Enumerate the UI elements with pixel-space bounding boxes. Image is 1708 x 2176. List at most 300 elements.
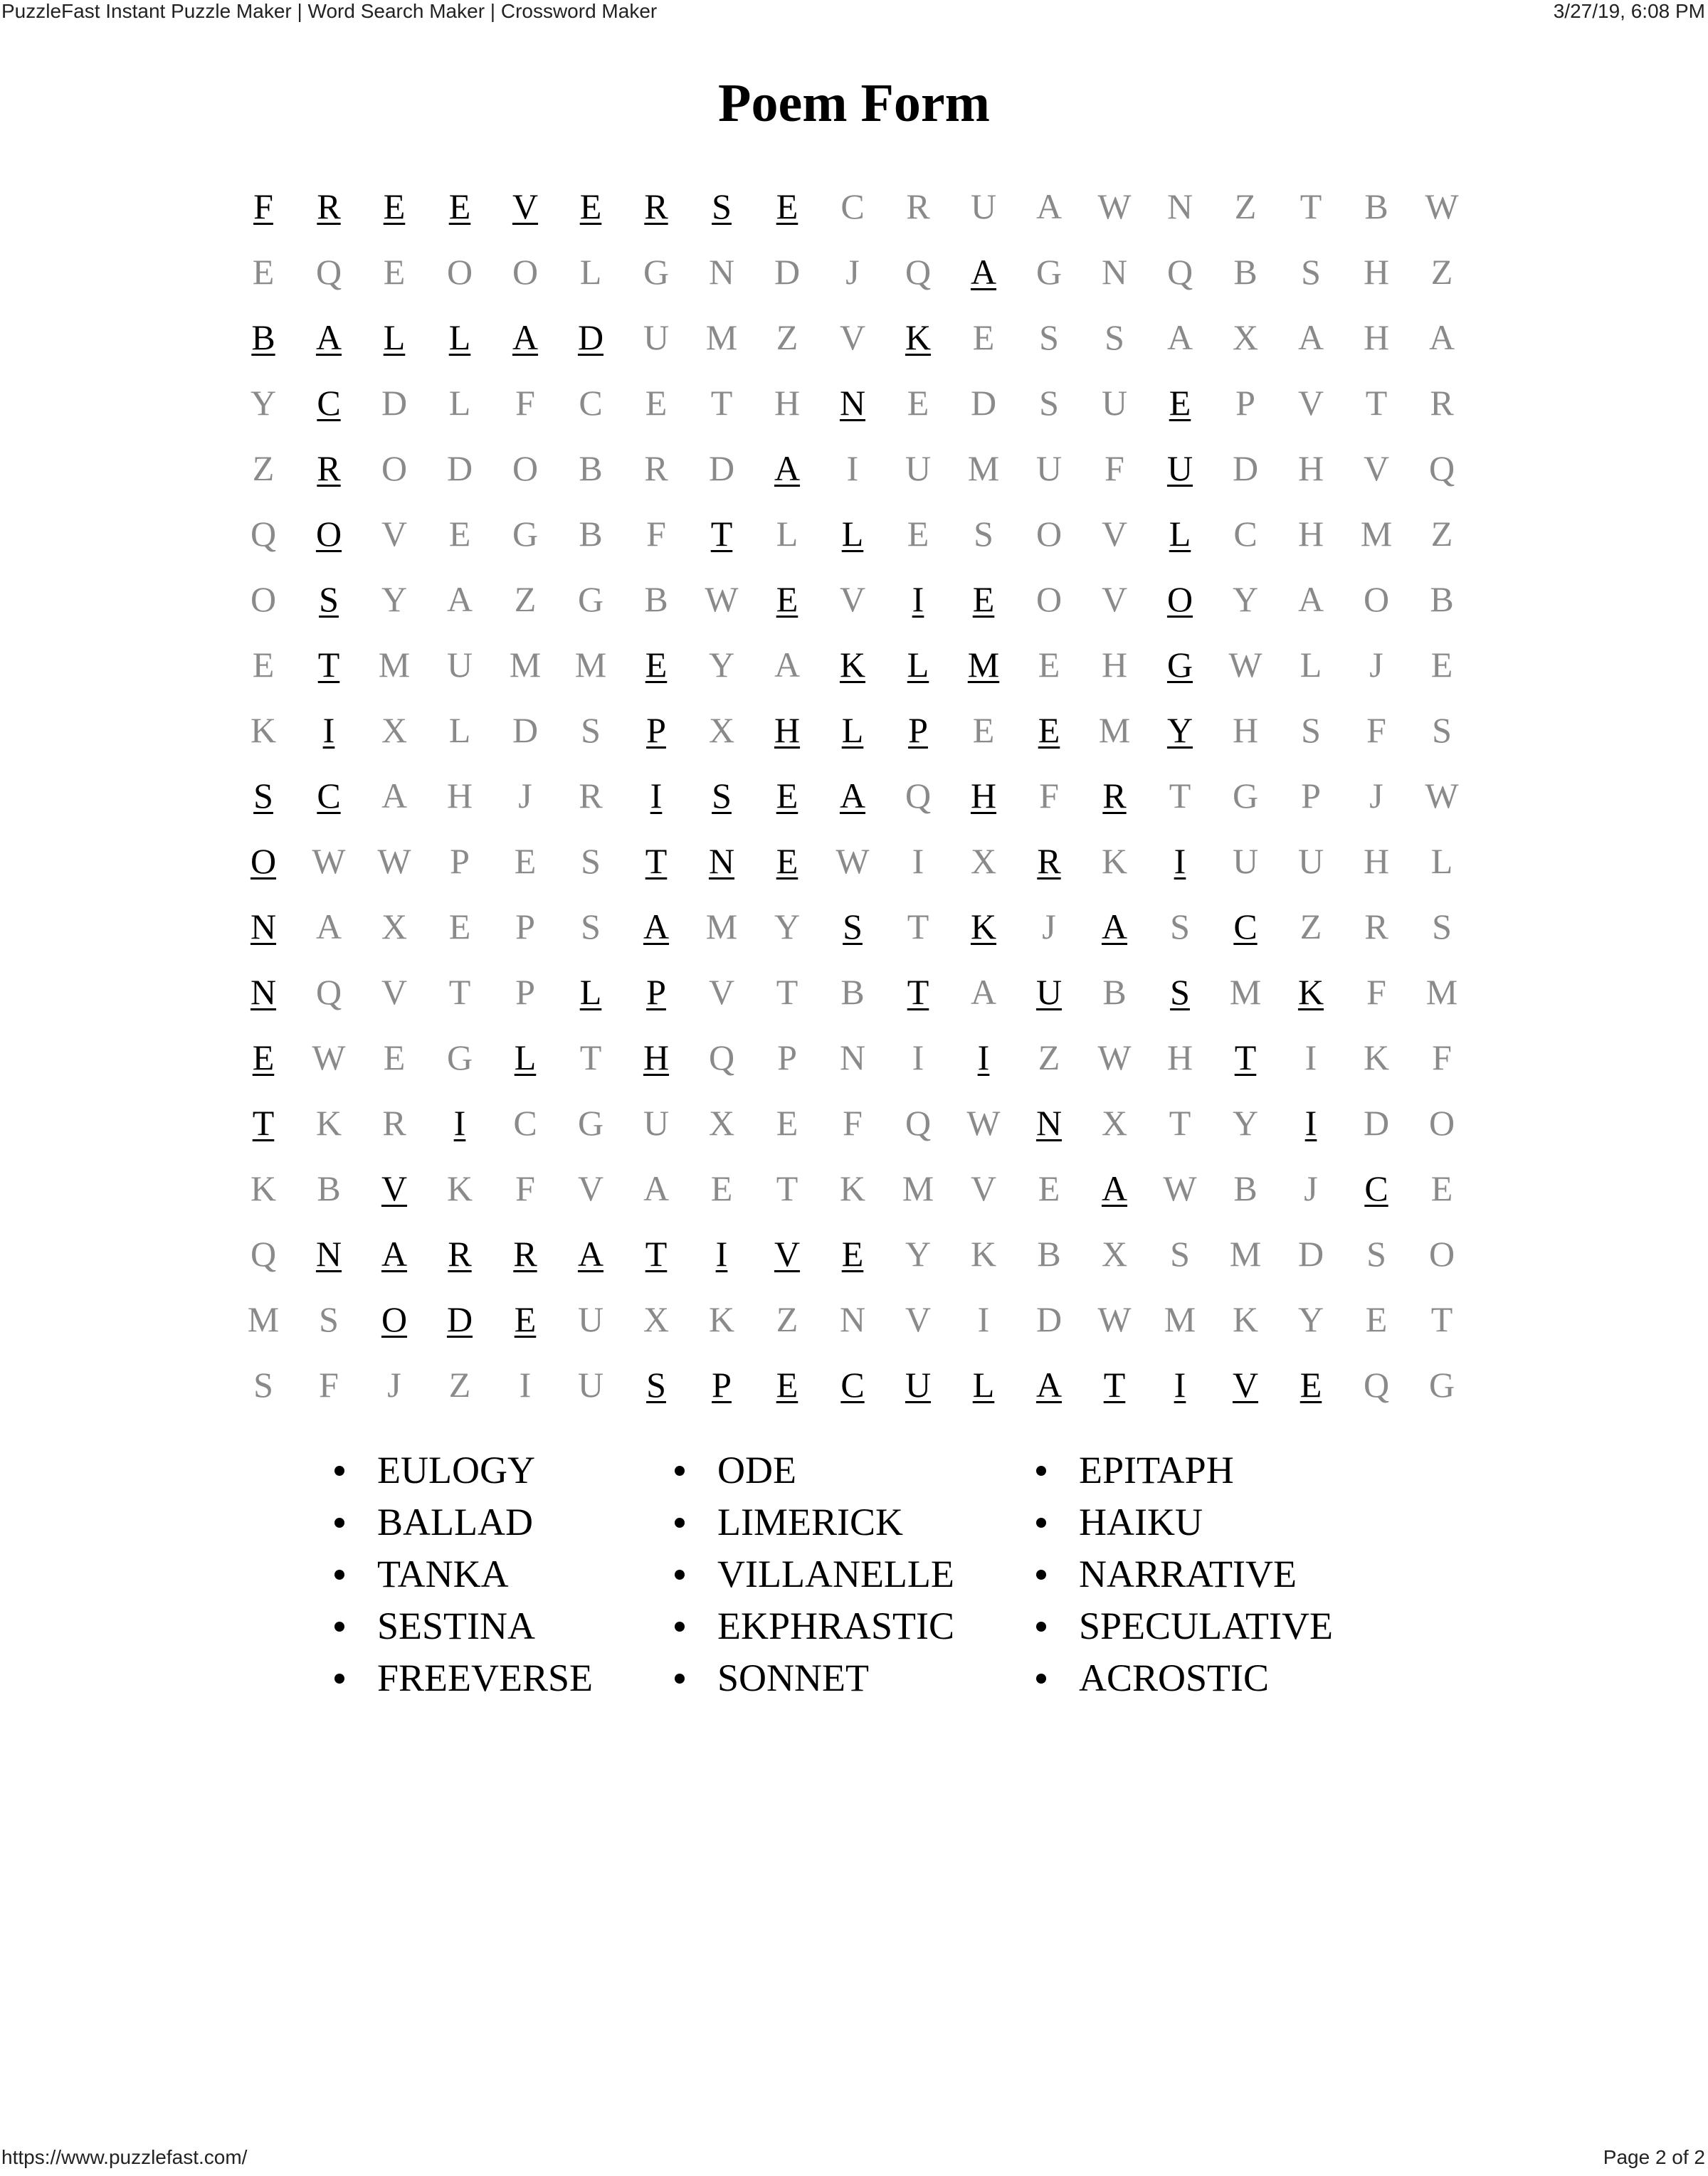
grid-letter: J xyxy=(518,776,532,815)
grid-letter: Y xyxy=(905,1234,932,1274)
grid-letter: I xyxy=(1304,1037,1317,1077)
grid-letter: O xyxy=(1035,579,1063,619)
grid-letter: P xyxy=(515,907,535,946)
grid-letter: E xyxy=(448,514,471,554)
grid-letter: F xyxy=(253,186,273,226)
grid-letter: S xyxy=(712,776,732,815)
grid-letter: U xyxy=(1166,448,1193,488)
grid-letter: R xyxy=(644,186,668,226)
grid-letter: E xyxy=(383,252,406,292)
grid-letter: O xyxy=(250,579,277,619)
grid-letter: B xyxy=(317,1168,341,1208)
grid-letter: K xyxy=(250,710,277,750)
grid-letter: N xyxy=(839,1299,866,1339)
word-list-item: NARRATIVE xyxy=(1033,1548,1333,1600)
grid-letter: G xyxy=(1232,776,1259,815)
grid-letter: Z xyxy=(252,448,275,488)
grid-letter: F xyxy=(646,514,666,554)
word-list-item: BALLAD xyxy=(332,1496,593,1548)
grid-letter: P xyxy=(515,972,535,1012)
grid-letter: S xyxy=(646,1365,666,1405)
grid-letter: N xyxy=(839,383,866,423)
grid-letter: X xyxy=(643,1299,670,1339)
grid-letter: D xyxy=(708,448,735,488)
browser-print-header-title: PuzzleFast Instant Puzzle Maker | Word Search Maker | Crossword Maker xyxy=(1,0,658,22)
grid-letter: R xyxy=(579,776,603,815)
grid-letter: A xyxy=(577,1234,604,1274)
grid-letter: R xyxy=(317,186,341,226)
grid-letter: A xyxy=(1297,579,1324,619)
grid-letter: V xyxy=(1363,448,1390,488)
grid-letter: S xyxy=(581,841,601,881)
grid-letter: K xyxy=(250,1168,277,1208)
grid-letter: D xyxy=(446,1299,473,1339)
word-list-item: VILLANELLE xyxy=(672,1548,954,1600)
grid-letter: I xyxy=(977,1037,990,1077)
grid-letter: H xyxy=(1232,710,1259,750)
grid-letter: P xyxy=(1301,776,1321,815)
grid-letter: W xyxy=(966,1103,1001,1143)
grid-letter: C xyxy=(1233,907,1258,946)
grid-letter: B xyxy=(1037,1234,1061,1274)
grid-letter: A xyxy=(1428,317,1455,357)
grid-letter: H xyxy=(1101,645,1128,685)
grid-letter: F xyxy=(319,1365,339,1405)
grid-letter: X xyxy=(1232,317,1259,357)
grid-letter: B xyxy=(1233,252,1258,292)
grid-letter: B xyxy=(251,317,275,357)
grid-letter: G xyxy=(1428,1365,1455,1405)
grid-letter: M xyxy=(902,1168,934,1208)
grid-letter: E xyxy=(252,1037,275,1077)
grid-letter: E xyxy=(1430,1168,1453,1208)
grid-letter: Z xyxy=(1430,514,1453,554)
grid-letter: M xyxy=(705,317,738,357)
grid-letter: E xyxy=(776,186,798,226)
grid-letter: W xyxy=(1228,645,1262,685)
grid-letter: K xyxy=(839,645,866,685)
grid-letter: T xyxy=(1169,776,1191,815)
grid-letter: D xyxy=(446,448,473,488)
grid-letter: U xyxy=(1035,972,1063,1012)
grid-letter: E xyxy=(776,1365,798,1405)
browser-print-footer-page-number: Page 2 of 2 xyxy=(1603,2146,1705,2168)
grid-letter: M xyxy=(1425,972,1458,1012)
grid-letter: S xyxy=(253,1365,273,1405)
grid-letter: I xyxy=(322,710,335,750)
grid-letter: S xyxy=(581,710,601,750)
grid-letter: S xyxy=(1432,907,1452,946)
grid-letter: F xyxy=(1039,776,1059,815)
grid-letter: M xyxy=(378,645,411,685)
grid-letter: U xyxy=(970,186,997,226)
grid-letter: E xyxy=(514,1299,537,1339)
grid-letter: V xyxy=(1297,383,1324,423)
grid-letter: N xyxy=(250,907,277,946)
grid-letter: V xyxy=(1101,579,1128,619)
grid-letter: M xyxy=(509,645,542,685)
grid-letter: E xyxy=(972,317,995,357)
word-list-item: LIMERICK xyxy=(672,1496,954,1548)
grid-letter: K xyxy=(708,1299,735,1339)
word-search-grid xyxy=(231,174,1475,1417)
grid-letter: B xyxy=(1430,579,1454,619)
grid-letter: O xyxy=(512,448,539,488)
grid-letter: E xyxy=(1038,1168,1060,1208)
grid-letter: Q xyxy=(250,1234,277,1274)
grid-letter: K xyxy=(1363,1037,1390,1077)
grid-letter: F xyxy=(1105,448,1124,488)
grid-letter: E xyxy=(841,1234,864,1274)
grid-letter: S xyxy=(1170,972,1190,1012)
grid-letter: D xyxy=(970,383,997,423)
grid-letter: E xyxy=(776,1103,798,1143)
grid-letter: Y xyxy=(774,907,801,946)
grid-letter: S xyxy=(581,907,601,946)
grid-letter: R xyxy=(1102,776,1127,815)
grid-letter: N xyxy=(250,972,277,1012)
grid-letter: E xyxy=(252,645,275,685)
grid-letter: S xyxy=(1170,907,1190,946)
grid-letter: A xyxy=(381,776,408,815)
grid-letter: K xyxy=(446,1168,473,1208)
grid-letter: I xyxy=(846,448,859,488)
grid-letter: L xyxy=(448,317,471,357)
grid-letter: W xyxy=(377,841,411,881)
grid-letter: B xyxy=(579,448,603,488)
grid-letter: I xyxy=(1304,1103,1317,1143)
grid-letter: C xyxy=(1364,1168,1388,1208)
grid-letter: R xyxy=(513,1234,537,1274)
grid-letter: O xyxy=(512,252,539,292)
grid-letter: H xyxy=(1297,514,1324,554)
grid-letter: D xyxy=(1363,1103,1390,1143)
grid-letter: C xyxy=(317,383,341,423)
grid-letter: A xyxy=(381,1234,408,1274)
grid-letter: K xyxy=(1232,1299,1259,1339)
grid-letter: A xyxy=(774,645,801,685)
grid-letter: L xyxy=(579,972,602,1012)
grid-letter: W xyxy=(1425,776,1459,815)
grid-letter: G xyxy=(512,514,539,554)
grid-letter: R xyxy=(906,186,930,226)
grid-letter: E xyxy=(383,186,406,226)
grid-letter: N xyxy=(1035,1103,1063,1143)
grid-letter: O xyxy=(250,841,277,881)
grid-letter: F xyxy=(843,1103,863,1143)
word-list-item: EKPHRASTIC xyxy=(672,1600,954,1652)
grid-letter: Q xyxy=(315,972,342,1012)
grid-letter: W xyxy=(1097,1037,1132,1077)
grid-letter: C xyxy=(513,1103,537,1143)
grid-letter: B xyxy=(644,579,668,619)
grid-letter: Q xyxy=(905,252,932,292)
grid-letter: X xyxy=(970,841,997,881)
grid-letter: G xyxy=(577,1103,604,1143)
grid-letter: F xyxy=(515,383,535,423)
grid-letter: E xyxy=(579,186,602,226)
grid-letter: K xyxy=(970,907,997,946)
grid-letter: K xyxy=(315,1103,342,1143)
grid-letter: G xyxy=(1166,645,1193,685)
grid-letter: G xyxy=(577,579,604,619)
grid-letter: Q xyxy=(1363,1365,1390,1405)
grid-letter: P xyxy=(450,841,470,881)
grid-letter: B xyxy=(840,972,865,1012)
grid-letter: D xyxy=(1035,1299,1063,1339)
grid-letter: A xyxy=(315,907,342,946)
grid-letter: Y xyxy=(1232,579,1259,619)
grid-letter: V xyxy=(381,514,408,554)
grid-letter: T xyxy=(710,514,733,554)
grid-letter: H xyxy=(643,1037,670,1077)
grid-letter: U xyxy=(1101,383,1128,423)
grid-letter: M xyxy=(247,1299,280,1339)
grid-letter: T xyxy=(776,1168,798,1208)
grid-letter: T xyxy=(1300,186,1322,226)
grid-letter: O xyxy=(1166,579,1193,619)
grid-letter: M xyxy=(1360,514,1393,554)
grid-letter: L xyxy=(776,514,798,554)
grid-letter: L xyxy=(448,710,471,750)
grid-letter: T xyxy=(1430,1299,1453,1339)
grid-letter: S xyxy=(319,1299,339,1339)
grid-letter: F xyxy=(1366,710,1386,750)
grid-letter: W xyxy=(1097,1299,1132,1339)
word-list-item: SESTINA xyxy=(332,1600,593,1652)
grid-letter: E xyxy=(1169,383,1191,423)
grid-letter: E xyxy=(907,514,929,554)
grid-letter: E xyxy=(972,710,995,750)
grid-letter: H xyxy=(1166,1037,1193,1077)
grid-letter: T xyxy=(710,383,733,423)
grid-letter: I xyxy=(1174,841,1186,881)
word-list-item: HAIKU xyxy=(1033,1496,1333,1548)
grid-letter: G xyxy=(446,1037,473,1077)
grid-letter: K xyxy=(970,1234,997,1274)
grid-letter: T xyxy=(1103,1365,1126,1405)
grid-letter: J xyxy=(1369,645,1383,685)
grid-letter: H xyxy=(774,383,801,423)
word-list-item: SPECULATIVE xyxy=(1033,1600,1333,1652)
grid-letter: A xyxy=(446,579,473,619)
grid-letter: Y xyxy=(1166,710,1193,750)
grid-letter: R xyxy=(317,448,341,488)
word-list-item: TANKA xyxy=(332,1548,593,1600)
grid-letter: I xyxy=(977,1299,990,1339)
grid-letter: E xyxy=(645,645,668,685)
grid-letter: L xyxy=(448,383,471,423)
grid-letter: T xyxy=(1234,1037,1257,1077)
grid-letter: S xyxy=(712,186,732,226)
grid-letter: J xyxy=(1369,776,1383,815)
grid-letter: U xyxy=(1297,841,1324,881)
grid-letter: V xyxy=(839,579,866,619)
grid-letter: L xyxy=(1169,514,1191,554)
grid-letter: E xyxy=(448,907,471,946)
grid-letter: P xyxy=(777,1037,797,1077)
grid-letter: S xyxy=(1301,252,1321,292)
grid-letter: M xyxy=(967,645,1000,685)
grid-letter: O xyxy=(1363,579,1390,619)
word-list-column-3 xyxy=(1033,1444,1333,1704)
grid-letter: L xyxy=(1300,645,1322,685)
grid-letter: R xyxy=(1430,383,1454,423)
grid-letter: A xyxy=(1035,1365,1063,1405)
grid-letter: E xyxy=(776,841,798,881)
grid-letter: G xyxy=(1035,252,1063,292)
grid-letter: N xyxy=(315,1234,342,1274)
grid-letter: T xyxy=(1169,1103,1191,1143)
grid-letter: H xyxy=(1363,252,1390,292)
grid-letter: H xyxy=(1297,448,1324,488)
grid-letter: O xyxy=(1035,514,1063,554)
grid-letter: V xyxy=(970,1168,997,1208)
grid-letter: M xyxy=(705,907,738,946)
grid-letter: V xyxy=(1101,514,1128,554)
grid-letter: E xyxy=(645,383,668,423)
grid-letter: L xyxy=(907,645,929,685)
grid-letter: T xyxy=(252,1103,275,1143)
grid-letter: R xyxy=(1364,907,1388,946)
grid-letter: A xyxy=(1101,907,1128,946)
grid-letter: E xyxy=(448,186,471,226)
grid-letter: J xyxy=(845,252,860,292)
grid-letter: S xyxy=(1301,710,1321,750)
grid-letter: O xyxy=(381,448,408,488)
grid-letter: I xyxy=(650,776,663,815)
grid-letter: J xyxy=(387,1365,401,1405)
grid-letter: K xyxy=(1101,841,1128,881)
word-list-item: ODE xyxy=(672,1444,954,1496)
grid-letter: R xyxy=(382,1103,406,1143)
grid-letter: R xyxy=(448,1234,472,1274)
grid-letter: I xyxy=(912,841,924,881)
grid-letter: X xyxy=(708,1103,735,1143)
grid-letter: S xyxy=(1039,317,1059,357)
grid-letter: O xyxy=(315,514,342,554)
grid-letter: S xyxy=(843,907,863,946)
grid-letter: V xyxy=(708,972,735,1012)
grid-letter: I xyxy=(453,1103,466,1143)
grid-letter: M xyxy=(574,645,607,685)
grid-letter: E xyxy=(776,579,798,619)
grid-letter: L xyxy=(383,317,406,357)
grid-letter: O xyxy=(381,1299,408,1339)
grid-letter: I xyxy=(519,1365,532,1405)
grid-letter: R xyxy=(644,448,668,488)
grid-letter: U xyxy=(905,448,932,488)
grid-letter: E xyxy=(383,1037,406,1077)
grid-letter: V xyxy=(577,1168,604,1208)
grid-letter: Y xyxy=(381,579,408,619)
grid-letter: U xyxy=(905,1365,932,1405)
grid-letter: T xyxy=(317,645,340,685)
grid-letter: H xyxy=(1363,841,1390,881)
grid-letter: T xyxy=(645,1234,668,1274)
grid-letter: F xyxy=(515,1168,535,1208)
grid-letter: N xyxy=(1166,186,1193,226)
grid-letter: O xyxy=(1428,1103,1455,1143)
grid-letter: R xyxy=(1037,841,1061,881)
grid-letter: A xyxy=(839,776,866,815)
grid-letter: L xyxy=(1430,841,1453,881)
grid-letter: J xyxy=(1304,1168,1318,1208)
grid-letter: V xyxy=(905,1299,932,1339)
grid-letter: C xyxy=(1233,514,1258,554)
grid-letter: U xyxy=(1035,448,1063,488)
grid-letter: H xyxy=(970,776,997,815)
grid-letter: S xyxy=(1039,383,1059,423)
grid-letter: F xyxy=(1366,972,1386,1012)
grid-letter: E xyxy=(1300,1365,1322,1405)
grid-letter: W xyxy=(705,579,739,619)
grid-letter: A xyxy=(774,448,801,488)
grid-letter: A xyxy=(970,252,997,292)
grid-letter: E xyxy=(1365,1299,1388,1339)
grid-letter: N xyxy=(839,1037,866,1077)
grid-letter: Q xyxy=(1166,252,1193,292)
grid-letter: Q xyxy=(905,776,932,815)
grid-letter: N xyxy=(708,252,735,292)
grid-letter: X xyxy=(1101,1103,1128,1143)
grid-letter: K xyxy=(905,317,932,357)
grid-letter: Q xyxy=(708,1037,735,1077)
grid-letter: X xyxy=(708,710,735,750)
grid-letter: T xyxy=(776,972,798,1012)
grid-letter: U xyxy=(577,1299,604,1339)
grid-letter: M xyxy=(1164,1299,1196,1339)
grid-letter: V xyxy=(381,1168,408,1208)
grid-letter: L xyxy=(841,710,864,750)
grid-letter: A xyxy=(315,317,342,357)
word-list-column-2 xyxy=(672,1444,954,1704)
grid-letter: U xyxy=(446,645,473,685)
grid-letter: Q xyxy=(315,252,342,292)
grid-letter: C xyxy=(579,383,603,423)
grid-letter: E xyxy=(514,841,537,881)
grid-letter: S xyxy=(1366,1234,1386,1274)
grid-letter: Z xyxy=(776,317,798,357)
grid-letter: U xyxy=(1232,841,1259,881)
grid-letter: D xyxy=(512,710,539,750)
grid-letter: X xyxy=(381,907,408,946)
grid-letter: T xyxy=(448,972,471,1012)
grid-letter: Z xyxy=(514,579,537,619)
grid-letter: A xyxy=(1101,1168,1128,1208)
grid-letter: S xyxy=(1105,317,1124,357)
grid-letter: L xyxy=(972,1365,995,1405)
grid-letter: S xyxy=(1432,710,1452,750)
grid-letter: E xyxy=(710,1168,733,1208)
grid-letter: X xyxy=(381,710,408,750)
grid-letter: V xyxy=(774,1234,801,1274)
grid-letter: X xyxy=(1101,1234,1128,1274)
grid-letter: Z xyxy=(1300,907,1322,946)
grid-letter: Q xyxy=(905,1103,932,1143)
grid-letter: E xyxy=(776,776,798,815)
grid-letter: O xyxy=(446,252,473,292)
grid-letter: W xyxy=(1097,186,1132,226)
grid-letter: W xyxy=(1425,186,1459,226)
grid-letter: S xyxy=(1170,1234,1190,1274)
grid-letter: S xyxy=(319,579,339,619)
grid-letter: A xyxy=(1035,186,1063,226)
grid-letter: N xyxy=(708,841,735,881)
grid-letter: A xyxy=(643,907,670,946)
grid-letter: M xyxy=(1098,710,1131,750)
grid-letter: Q xyxy=(1428,448,1455,488)
